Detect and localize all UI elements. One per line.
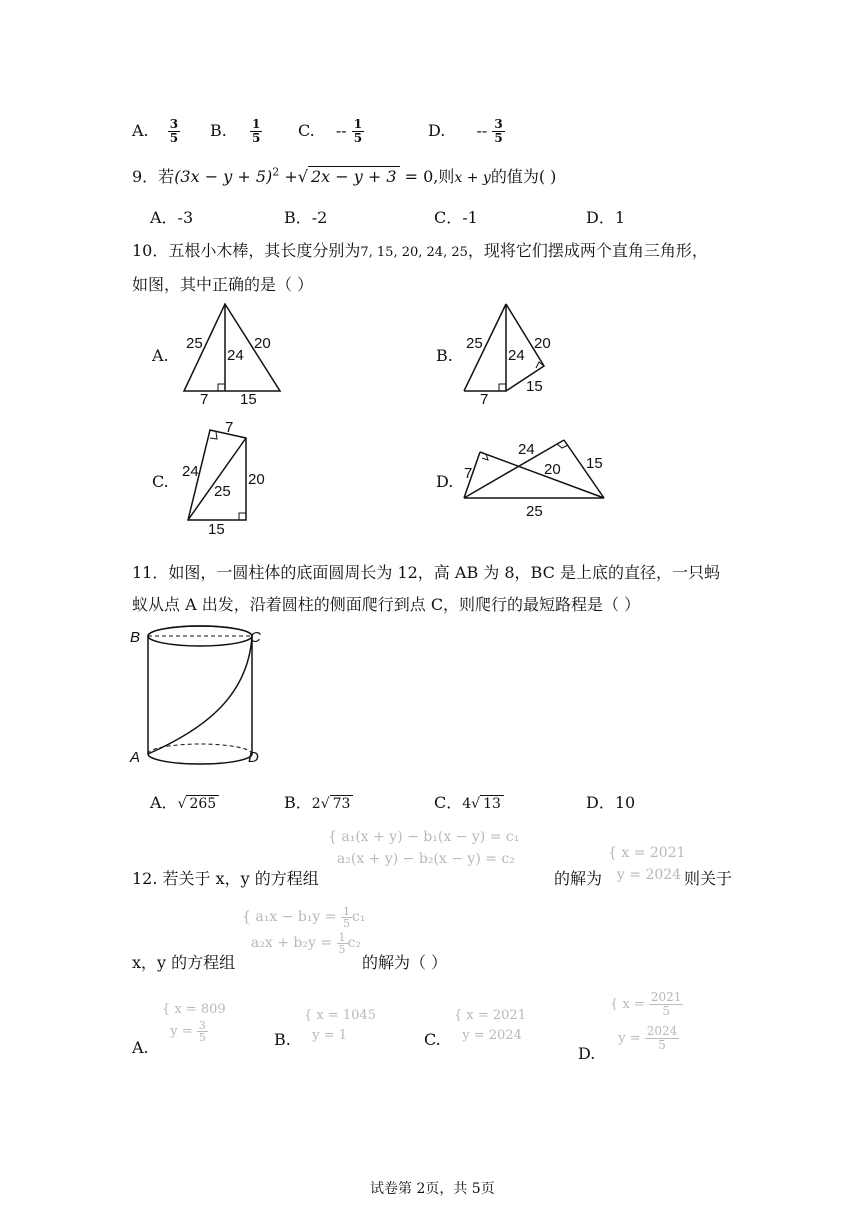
q12-line2-prefix: x，y 的方程组 (132, 953, 236, 972)
fig-b-label-7: 7 (480, 391, 489, 408)
q11-option-c: C．4√ 13 (434, 790, 504, 813)
q9-option-b: B．-2 (284, 208, 328, 227)
q10-label-b: B. (436, 346, 453, 365)
q8-option-b: B. $\frac{1}{5}$ (210, 117, 261, 145)
point-a: A (130, 749, 141, 766)
q9-stem: 9．若$(3x - y + 5)^2$ +√ 2x − y + 3 = 0,则x + y的值为( ) (132, 165, 557, 186)
fig-c-label-20: 20 (248, 471, 265, 488)
q11-stem-line2: 蚁从点 A 出发，沿着圆柱的侧面爬行到点 C，则爬行的最短路程是（ ） (132, 595, 641, 614)
fig-c-label-7: 7 (225, 419, 234, 436)
q10-figure-a (170, 296, 300, 408)
q12-solution: { x = 2021 y = 2024 (608, 845, 686, 883)
fig-d-label-7: 7 (464, 465, 473, 482)
q11-option-b: B．2√ 73 (284, 790, 353, 813)
fig-b-label-24: 24 (508, 347, 525, 364)
q10-label-a: A. (152, 346, 169, 365)
q12-line2-suffix: 的解为（ ） (362, 953, 448, 972)
q11-option-a: A．√ 265 (150, 790, 219, 813)
q9-option-d: D．1 (586, 208, 626, 227)
q12-option-a-label: A. (132, 1038, 149, 1057)
q10-stem-line1: 10．五根小木棒，其长度分别为7, 15, 20, 24, 25，现将它们摆成两个直角三角形， (132, 241, 708, 260)
q8-option-a: A. $\frac{3}{5}$ (132, 117, 179, 145)
q11-cylinder-figure (128, 620, 268, 772)
q8-option-d: D. -- $\frac{3}{5}$ (428, 117, 503, 145)
q10-stem-line2: 如图，其中正确的是（ ） (132, 275, 314, 294)
q10-label-d: D. (436, 472, 454, 491)
fig-b-label-20: 20 (534, 335, 551, 352)
q12-option-c-label: C. (424, 1030, 441, 1049)
q12-suffix: 则关于 (684, 869, 733, 888)
q12-option-b: { x = 1045 y = 1 (304, 1008, 376, 1043)
q10-figure-c (170, 416, 280, 540)
q9-option-c: C．-1 (434, 208, 478, 227)
fig-d-label-20: 20 (544, 461, 561, 478)
fig-d-label-24: 24 (518, 441, 535, 458)
q12-system-1: { a₁(x + y) − b₁(x − y) = c₁ a₂(x + y) − b₂(x − y) = c₂ (328, 829, 520, 867)
fig-c-label-25: 25 (214, 483, 231, 500)
q11-stem-line1: 11．如图，一圆柱体的底面圆周长为 12，高 AB 为 8，BC 是上底的直径，一只蚂 (132, 563, 720, 582)
fig-c-label-24: 24 (182, 463, 199, 480)
point-c: C (250, 629, 261, 646)
fig-a-label-15: 15 (240, 391, 257, 408)
q9-option-a: A．-3 (150, 208, 194, 227)
q12-option-a: { x = 809 y = $\frac{3}{5}$ (162, 1002, 226, 1044)
fig-d-label-25: 25 (526, 503, 543, 520)
fig-b-label-15: 15 (526, 378, 543, 395)
fig-a-label-24: 24 (227, 347, 244, 364)
point-b: B (130, 629, 141, 646)
q12-option-d-label: D. (578, 1044, 596, 1063)
fig-d-label-15: 15 (586, 455, 603, 472)
q12-prefix: 12. 若关于 x，y 的方程组 (132, 869, 319, 888)
q10-label-c: C. (152, 472, 169, 491)
fig-a-label-7: 7 (200, 391, 209, 408)
q11-option-d: D．10 (586, 793, 636, 812)
q12-mid: 的解为 (554, 869, 603, 888)
point-d: D (248, 749, 259, 766)
q10-figure-b (452, 296, 572, 408)
fig-a-label-25: 25 (186, 335, 203, 352)
fig-b-label-25: 25 (466, 335, 483, 352)
fig-a-label-20: 20 (254, 335, 271, 352)
q12-system-2: { a₁x − b₁y = $\frac{1}{5}$ c₁ a₂x + b₂y = $\frac{1}{5}$ c₂ (242, 904, 366, 956)
q12-option-c: { x = 2021 y = 2024 (454, 1008, 526, 1043)
fig-c-label-15: 15 (208, 521, 225, 538)
q10-figure-d (456, 430, 626, 522)
q12-option-d: { x = $\frac{2021}{5}$ y = $\frac{2024}{5}$ (610, 990, 682, 1052)
q8-option-c: C. -- $\frac{1}{5}$ (298, 117, 363, 145)
page-footer: 试卷第 2页，共 5页 (370, 1181, 495, 1197)
q12-option-b-label: B. (274, 1030, 291, 1049)
